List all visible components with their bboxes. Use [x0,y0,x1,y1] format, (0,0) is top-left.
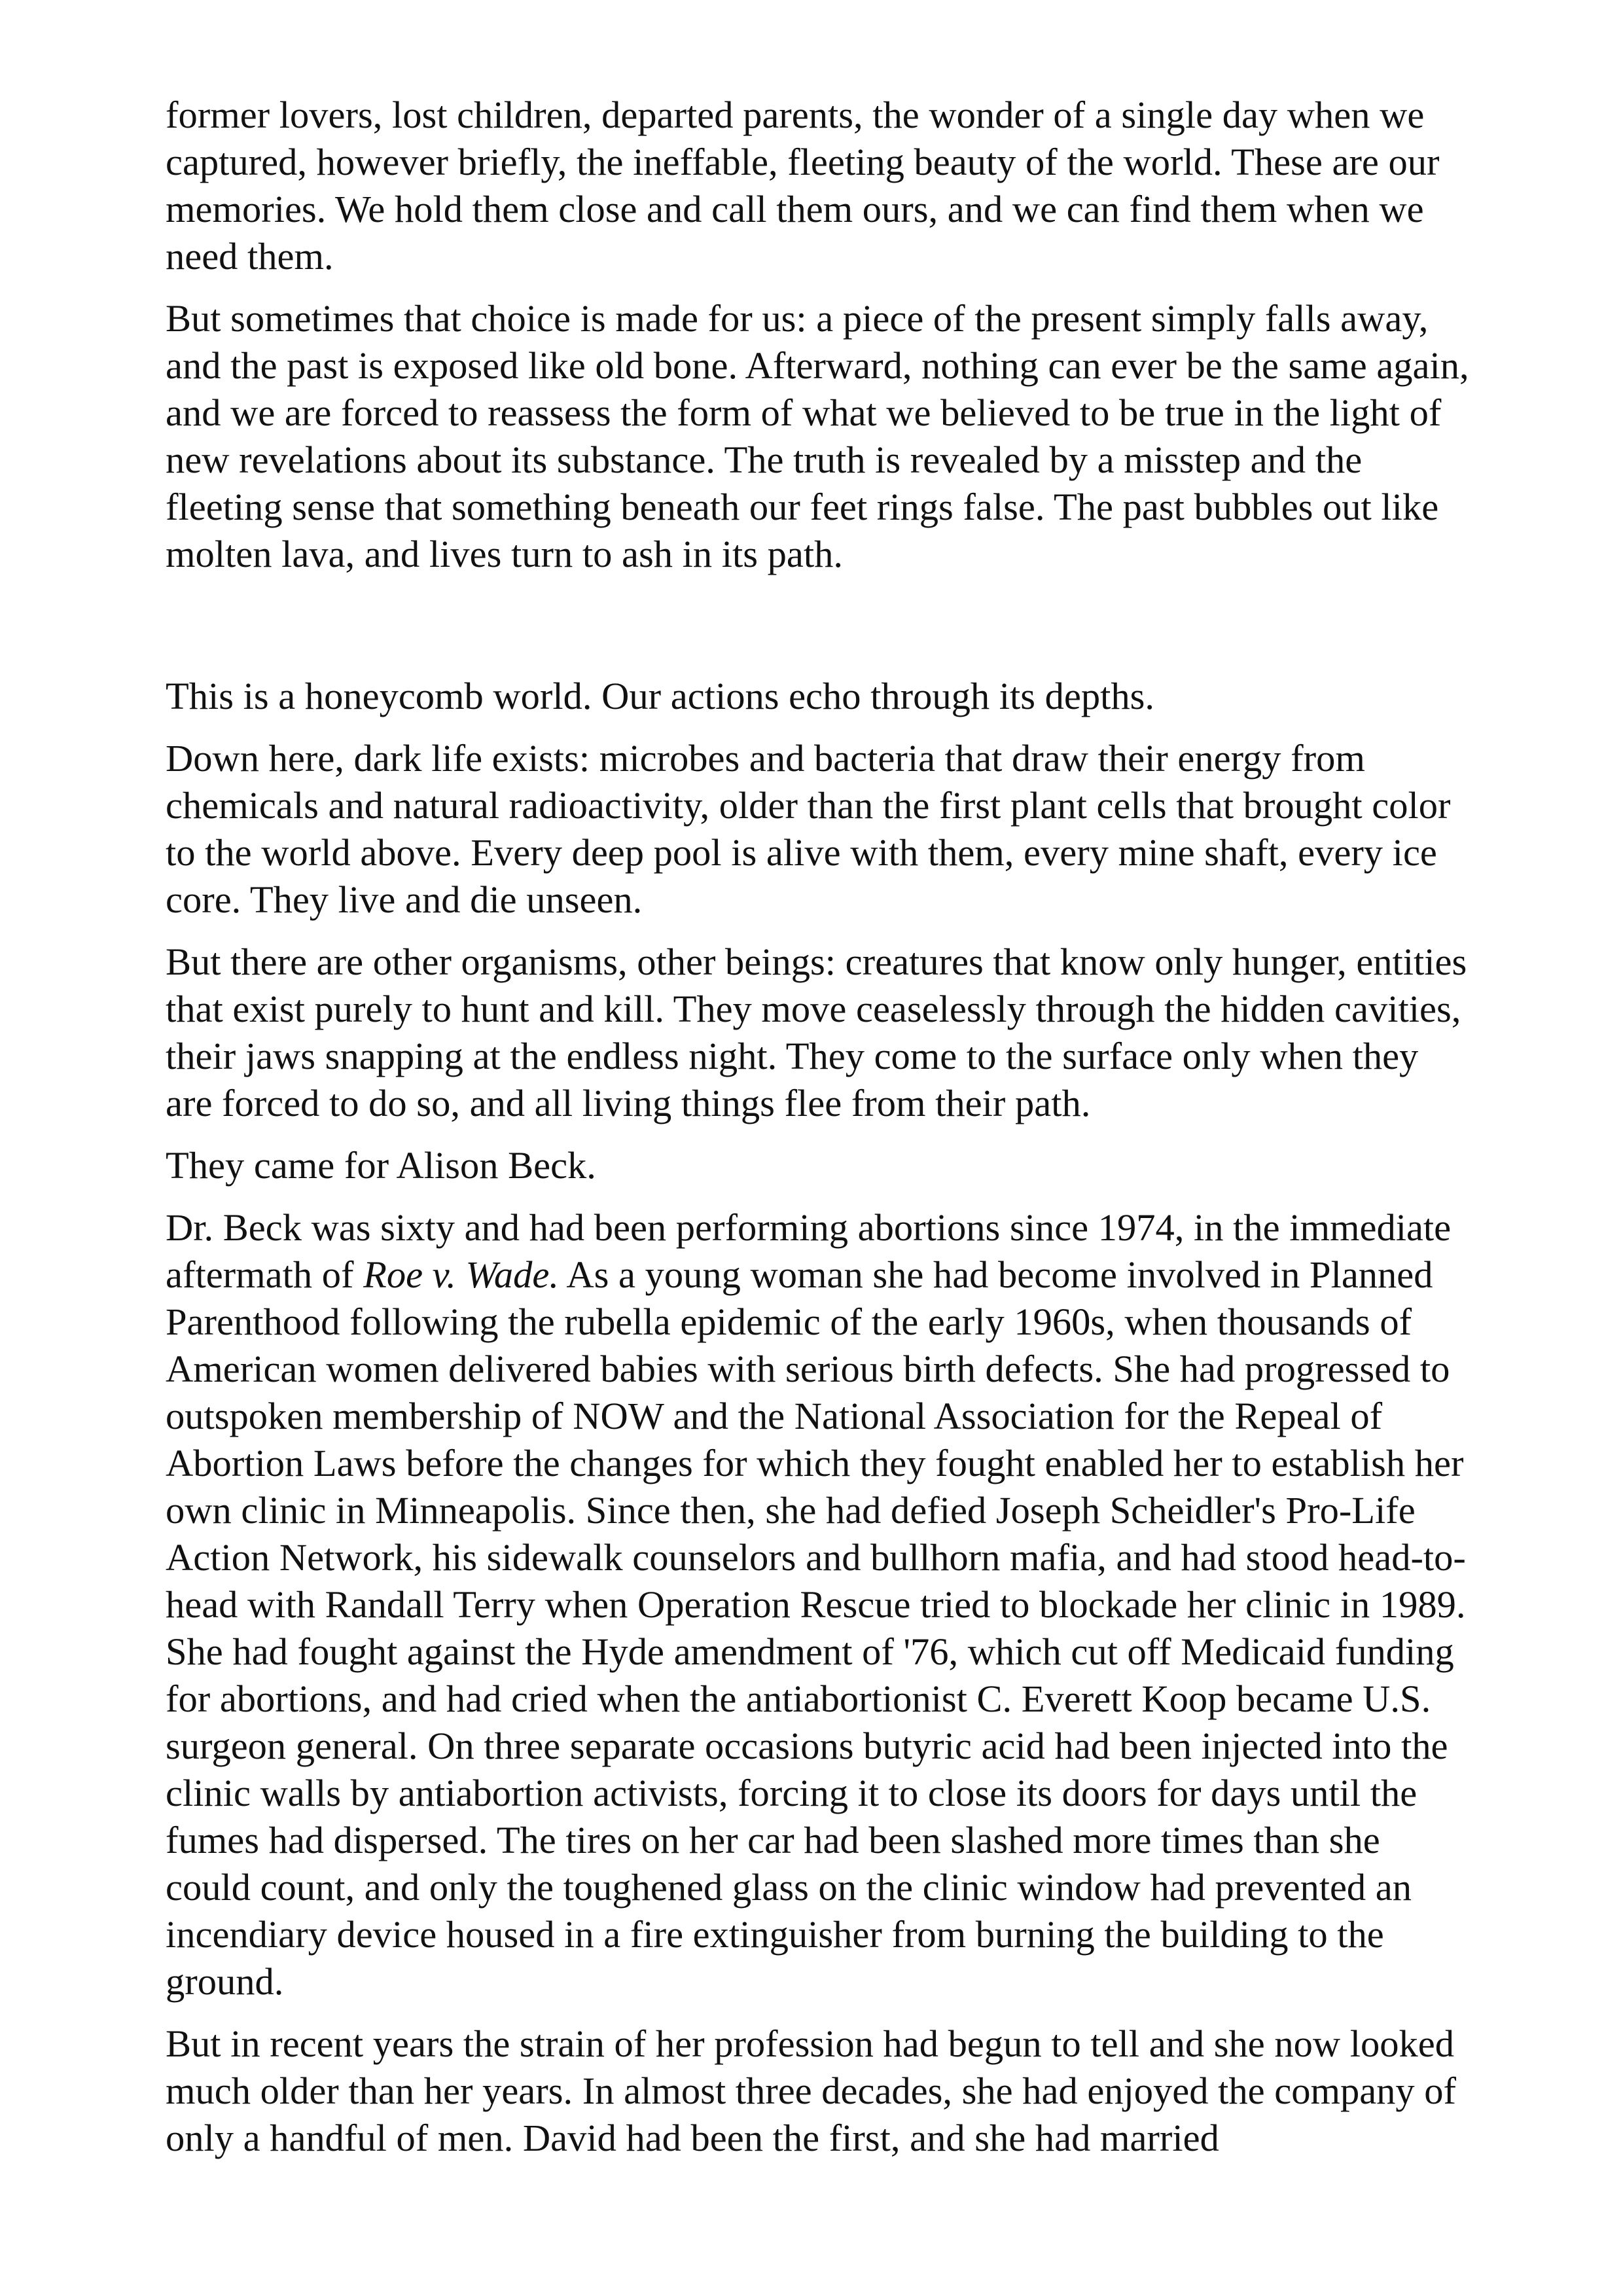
dr-beck-text-before: Dr. Beck was sixty and had been performing abortions since 1974, in the immediate aftermath of [166,1206,1452,1296]
paragraph-past-exposed: But sometimes that choice is made for us: a piece of the present simply falls away, and the past is exposed like old bone. Afterward, nothing can ever be the same again, and we are forced to reassess the form of what we believed to be true in the light of new revelations about its substance. The truth is revealed by a misstep and the fleeting sense that something beneath our feet rings false. The past bubbles out like molten lava, and lives turn to ash in its path. [166,297,1469,575]
dr-beck-text-after: As a young woman she had become involved in Planned Parenthood following the rubella epidemic of the early 1960s, when thousands of American women delivered babies with serious birth defects. She had progressed to outspoken membership of NOW and the National Association for the Repeal of Abortion Laws before the changes for which they fought enabled her to establish her own clinic in Minneapolis. Since then, she had defied Joseph Scheidler's Pro-Life Action Network, his sidewalk counselors and bullhorn mafia, and had stood head-to-head with Randall Terry when Operation Rescue tried to blockade her clinic in 1989. She had fought against the Hyde amendment of '76, which cut off Medicaid funding for abortions, and had cried when the antiabortionist C. Everett Koop became U.S. surgeon general. On three separate occasions butyric acid had been injected into the clinic walls by antiabortion activists, forcing it to close its doors for days until the fumes had dispersed. The tires on her car had been slashed more times than she could count, and only the toughened glass on the clinic window had prevented an incendiary device housed in a fire extinguisher from burning the building to the ground. [166,1253,1466,2003]
paragraph-honeycomb-world: This is a honeycomb world. Our actions echo through its depths. [166,675,1155,717]
paragraph-alison-beck: They came for Alison Beck. [166,1144,596,1187]
paragraph-other-organisms: But there are other organisms, other beings: creatures that know only hunger, entities that exist purely to hunt and kill. They move ceaselessly through the hidden cavities, their jaws snapping at the endless night. They come to the surface only when they are forced to do so, and all living things flee from their path. [166,941,1467,1124]
paragraph-memories: former lovers, lost children, departed parents, the wonder of a single day when we captured, however briefly, the ineffable, fleeting beauty of the world. These are our memories. We hold them close and call them ours, and we can find them when we need them. [166,94,1440,278]
paragraph-dark-life: Down here, dark life exists: microbes and bacteria that draw their energy from chemicals and natural radioactivity, older than the first plant cells that brought color to the world above. Every deep pool is alive with them, every mine shaft, every ice core. They live and die unseen. [166,737,1451,921]
case-name-italic: Roe v. Wade. [363,1253,560,1296]
paragraph-recent-years: But in recent years the strain of her profession had begun to tell and she now looked much older than her years. In almost three decades, she had enjoyed the company of only a handful of men. David had been the first, and she had married [166,2022,1457,2159]
document-page [166,92,1474,2177]
paragraph-dr-beck-history [166,1204,1474,2005]
